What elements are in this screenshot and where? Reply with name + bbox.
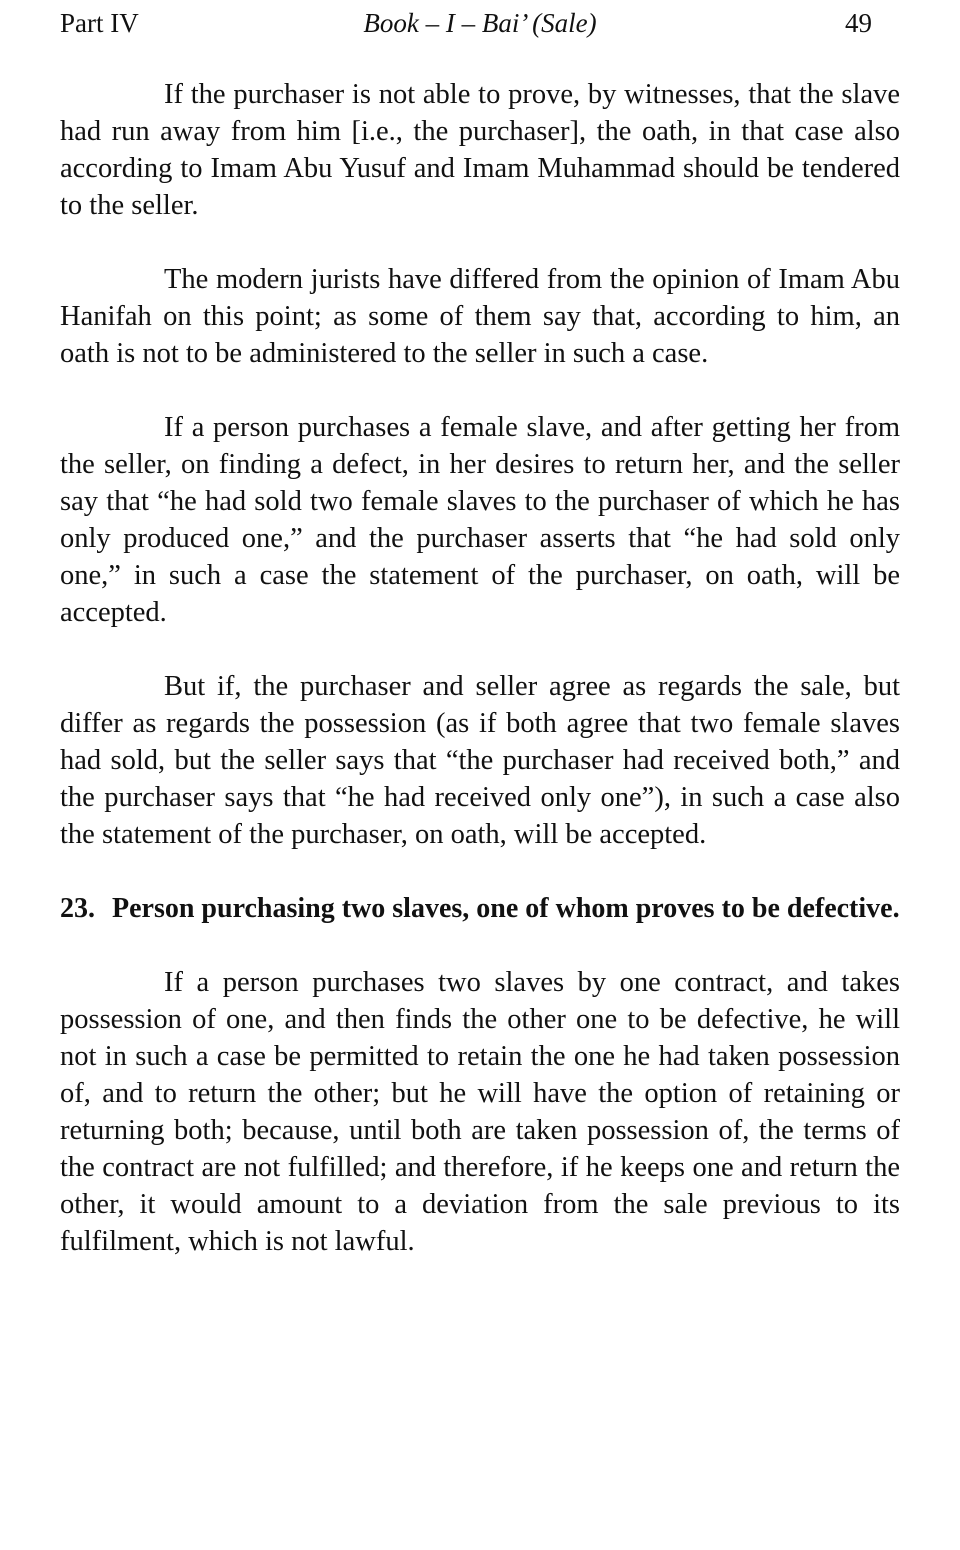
paragraph-oath-tendered-to-seller: If the purchaser is not able to prove, by witnesses, that the slave had run away from him [i.e., the purchaser], the oath, in that case also according to Imam Abu Yusuf and Imam Muhammad should be tendered to the seller. xyxy=(60,79,900,221)
paragraph-modern-jurists: The modern jurists have differed from the opinion of Imam Abu Hanifah on this point; as some of them say that, according to him, an oath is not to be administered to the seller in such a case. xyxy=(60,264,900,369)
header-book-title: Book – I – Bai’ (Sale) xyxy=(363,8,597,38)
page-number: 49 xyxy=(845,8,872,38)
paragraph-female-slave-return: If a person purchases a female slave, and after getting her from the seller, on finding a defect, in her desires to return her, and the seller say that “he had sold two female slaves to the purchaser of which he has only produced one,” and the purchaser asserts that “he had sold only one,” in such a case the statement of the purchaser, on oath, will be accepted. xyxy=(60,412,900,628)
section-heading xyxy=(60,890,900,927)
paragraph-two-slaves-one-defective: If a person purchases two slaves by one contract, and takes possession of one, and then finds the other one to be defective, he will not in such a case be permitted to retain the one he had taken possession of, and to return the other; but he will have the option of retaining or returning both; because, until both are taken possession of, the terms of the contract are not fulfilled; and therefore, if he keeps one and return the other, it would amount to a deviation from the sale previous to its fulfilment, which is not lawful. xyxy=(60,967,900,1257)
paragraph-possession-dispute: But if, the purchaser and seller agree as regards the sale, but differ as regards the possession (as if both agree that two female slaves had sold, but the seller says that “the purchaser had received both,” and the purchaser says that “he had received only one”), in such a case also the statement of the purchaser, on oath, will be accepted. xyxy=(60,671,900,850)
header-part: Part IV xyxy=(60,8,139,38)
running-header xyxy=(60,6,900,40)
page-body xyxy=(60,76,900,1297)
section-number: 23. xyxy=(60,893,95,924)
section-heading-text: Person purchasing two slaves, one of whom proves to be defective. xyxy=(112,893,900,924)
